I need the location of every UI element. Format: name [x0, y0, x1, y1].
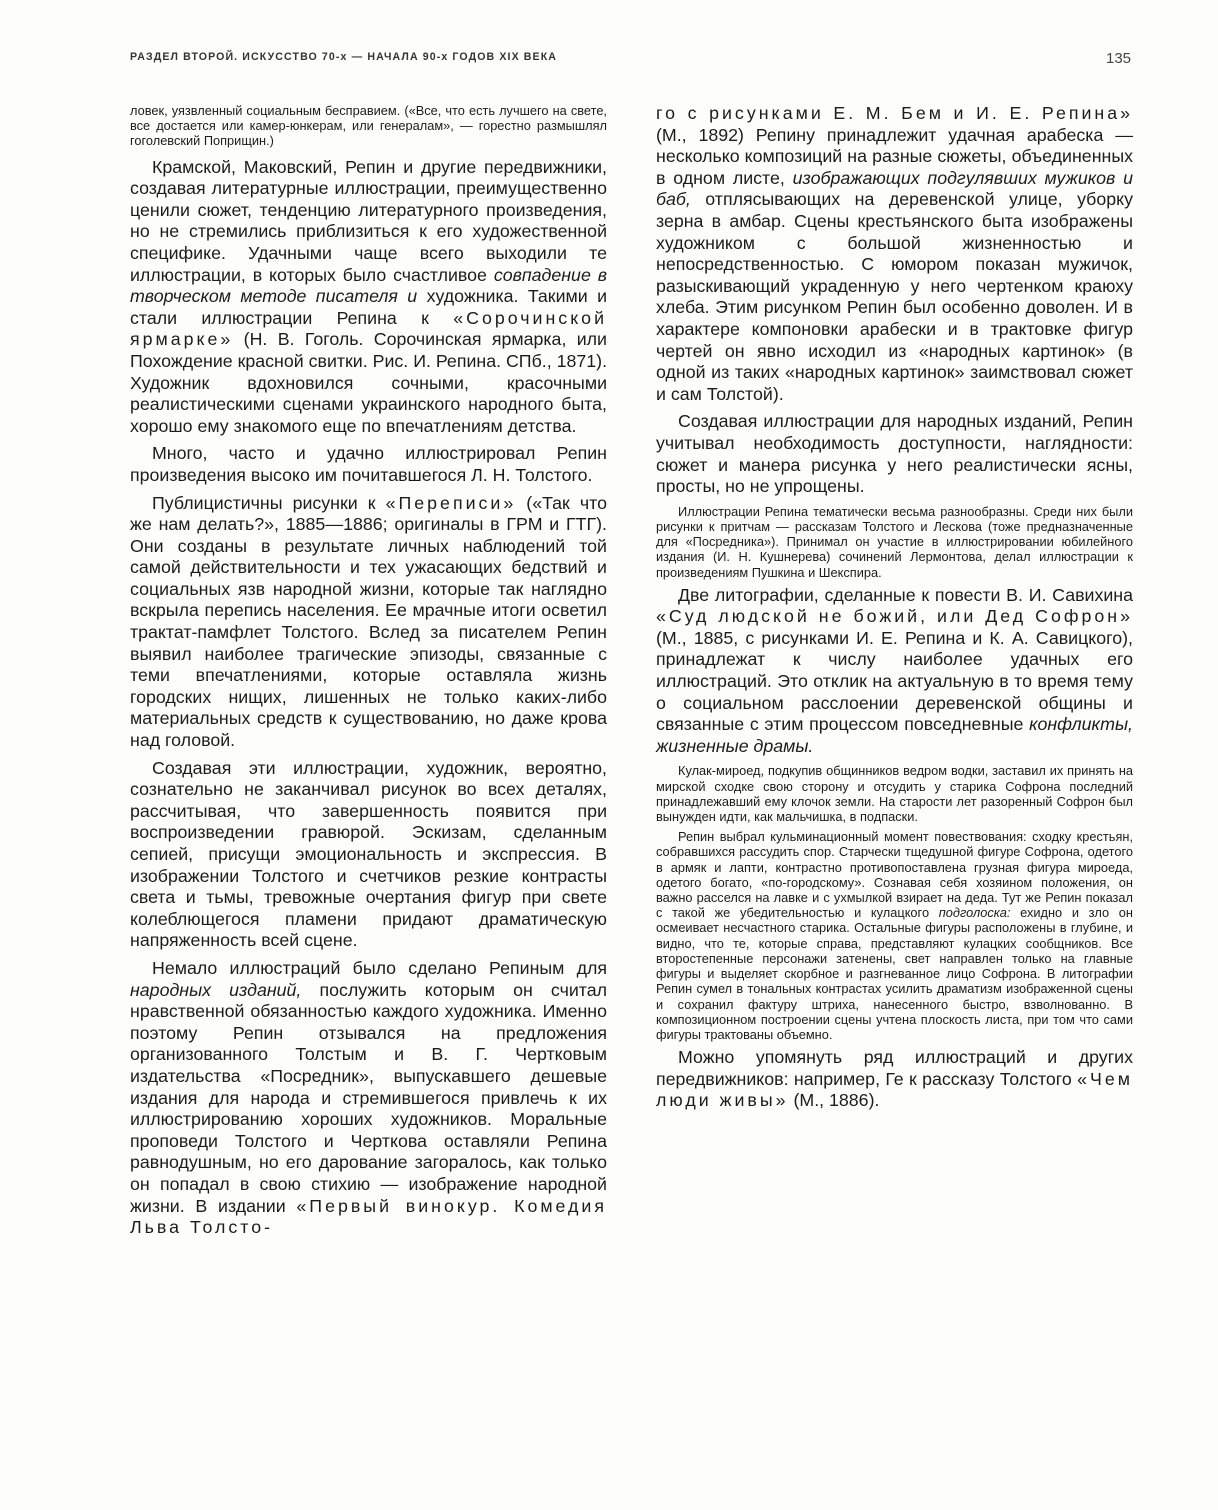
text-run: Публицистичны рисунки к — [152, 492, 386, 513]
emphasis: конфликты, жизненные драмы. — [656, 714, 1133, 756]
book-title: «Суд людской не божий, или Дед Софрон» — [656, 606, 1133, 627]
text-run: Крамской, Маковский, Репин и другие передвижники, создавая литературные иллюстрации, преимущественно ценили сюжет, тенденцию литературного произведения, но не стремились приблизиться к его художественной специфике. Удачными чаще всего выходили те иллюстрации, в которых было счастливое — [130, 156, 607, 285]
text-run: послужить которым он считал нравственной обязанностью каждого художника. Именно поэтому Репин отзывался на предложения организованного Толстым и В. Г. Чертковым издательства «Посредник», выпускавшего дешевые издания для народа и стремившегося привлечь к их иллюстрированию хороших художников. Моральные проповеди Толстого и Черткова оставляли Репина равнодушным, но его дарование загоралось, как только он попадал в свою стихию — изображение народной жизни. В издании — [130, 979, 608, 1216]
paragraph: Создавая иллюстрации для народных изданий, Репин учитывал необходимость доступности, наглядности: сюжет и манера рисунка у него реалистически ясны, просты, но не упрощены. — [656, 411, 1133, 497]
text-run: (М., 1892) Репину принадлежит удачная арабеска — несколько композиций на разные сюжеты, объединенных в одном листе, — [656, 124, 1133, 188]
page-number: 135 — [1106, 50, 1132, 67]
text-run: («Так что же нам делать?», 1885—1886; оригиналы в ГРМ и ГТГ). Они созданы в результате личных наблюдений той самой действительности и тех ужасающих бедствий и социальных язв народной жизни, которые так наглядно вскрыла перепись населения. Ее мрачные итоги осветил трактат-памфлет Толстого. Вслед за писателем Репин выявил наиболее трагические эпизоды, связанные с теми впечатлениями, которые оставляла жизнь городских нищих, лишенных не только каких-либо материальных средств к существованию, но даже крова над головой. — [130, 492, 607, 751]
paragraph: Много, часто и удачно иллюстрировал Репин произведения высоко им почитавшегося Л. Н. Толстого. — [130, 443, 607, 485]
text-run: (М., 1885, с рисунками И. Е. Репина и К. А. Савицкого), принадлежат к числу наиболее удачных его иллюстраций. Это отклик на актуальную в то время тему о социальном расслоении деревенской общины и связанные с этим процессом повседневные — [656, 627, 1133, 735]
emphasis: изображающих подгулявших мужиков и баб, — [656, 167, 1133, 210]
book-title: «Переписи» — [385, 492, 517, 513]
book-title: «Чем люди живы» — [656, 1068, 1133, 1111]
paragraph — [130, 958, 607, 1239]
text-run: Репин выбрал кульминационный момент повествования: сходку крестьян, собравшихся рассудить спор. Старчески тщедушной фигуре Софрона, одетого в армяк и лапти, контрастно противопоставлена грузная фигура мироеда, одетого богато, «по-городскому». Сознавая себя хозяином положения, он важно расселся на лавке и с ухмылкой взирает на деда. Тут же Репин показал с такой же убедительностью и кулацкого — [656, 829, 1133, 921]
book-title: «Первый винокур. Комедия Льва Толсто- — [130, 1195, 607, 1238]
text-run: художника. Такими и стали иллюстрации Репина к — [130, 286, 607, 328]
paragraph — [656, 103, 1133, 405]
paragraph — [130, 157, 607, 438]
paragraph — [130, 493, 607, 752]
running-head: РАЗДЕЛ ВТОРОЙ. ИСКУССТВО 70-х — НАЧАЛА 90-х ГОДОВ XIX ВЕКА — [130, 51, 558, 63]
left-column — [130, 103, 607, 1245]
right-column — [656, 103, 1133, 1118]
paragraph — [656, 1047, 1133, 1112]
paragraph: Иллюстрации Репина тематически весьма разнообразны. Среди них были рисунки к притчам — рассказам Толстого и Лескова (тоже предназначенные для «Посредника»). Принимал он участие в иллюстрировании юбилейного издания (И. Н. Кушнерева) сочинений Лермонтова, делал иллюстрации к произведениям Пушкина и Шекспира. — [656, 503, 1133, 580]
book-title: го с рисунками Е. М. Бем и И. Е. Репина» — [656, 103, 1133, 123]
text-run: отплясывающих на деревенской улице, уборку зерна в амбар. Сцены крестьянского быта изображены художником с большой жизненностью и непосредственностью. С юмором показан мужичок, разыскивающий украденную у него чертенком краюху хлеба. Этим рисунком Репин был особенно доволен. И в характере компоновки арабески и в трактовке фигур чертей он явно исходил из «народных картинок» (в одной из таких «народных картинок» заимствовал сюжет и сам Толстой). — [656, 189, 1133, 404]
text-run: Две литографии, сделанные к повести В. И. Савихина — [678, 584, 1133, 605]
book-title: «Сорочинской ярмарке» — [130, 307, 607, 350]
emphasis: совпадение в творческом методе писателя и — [130, 264, 607, 307]
paragraph — [656, 585, 1133, 758]
text-run: Можно упомянуть ряд иллюстраций и других передвижников: например, Ге к рассказу Толстого — [656, 1047, 1133, 1089]
paragraph — [656, 829, 1133, 1042]
emphasis: подголоска: — [938, 905, 1011, 921]
paragraph: ловек, уязвленный социальным бесправием. («Все, что есть лучшего на свете, все достается или камер-юнкерам, или генералам», — горестно размышлял гоголевский Поприщин.) — [130, 103, 607, 149]
emphasis: народных изданий, — [130, 979, 302, 1000]
text-run: Немало иллюстраций было сделано Репиным для — [152, 957, 607, 978]
text-run: ехидно и зло он осмеивает несчастного старика. Остальные фигуры расположены в глубине, и видно, что те, которые справа, представляют кулацких сообщников. Все второстепенные персонажи затенены, свет направлен только на главные фигуры и выделяет скорбное и разгневанное лицо Софрона. В литографии Репин сумел в тональных контрастах усилить драматизм изображенной сцены и сохранил фактуру штриха, нанесенного быстро, взволнованно. В композиционном построении сцены учтена плоскость листа, при том что сами фигуры трактованы объемно. — [656, 905, 1133, 1042]
text-run: (Н. В. Гоголь. Сорочинская ярмарка, или Похождение красной свитки. Рис. И. Репина. СПб., 1871). Художник вдохновился сочными, красочными реалистическими сценами украинского народного быта, хорошо ему знакомого еще по впечатлениям детства. — [130, 329, 608, 436]
paragraph: Создавая эти иллюстрации, художник, вероятно, сознательно не заканчивал рисунок во всех деталях, рассчитывая, что завершенность появится при воспроизведении гравюрой. Эскизам, сделанным сепией, присущи эмоциональность и экспрессия. В изображении Толстого и счетчиков резкие контрасты света и тьмы, тревожные очертания фигур при свете колеблющегося пламени придают драматическую напряженность всей сцене. — [130, 757, 607, 951]
text-run: (М., 1886). — [788, 1090, 880, 1111]
paragraph: Кулак-мироед, подкупив общинников ведром водки, заставил их принять на мирской сходке свою сторону и отсудить у старика Софрона последний принадлежавший ему клочок земли. На старости лет разоренный Софрон был вынужден идти, как мальчишка, в подпаски. — [656, 763, 1133, 825]
